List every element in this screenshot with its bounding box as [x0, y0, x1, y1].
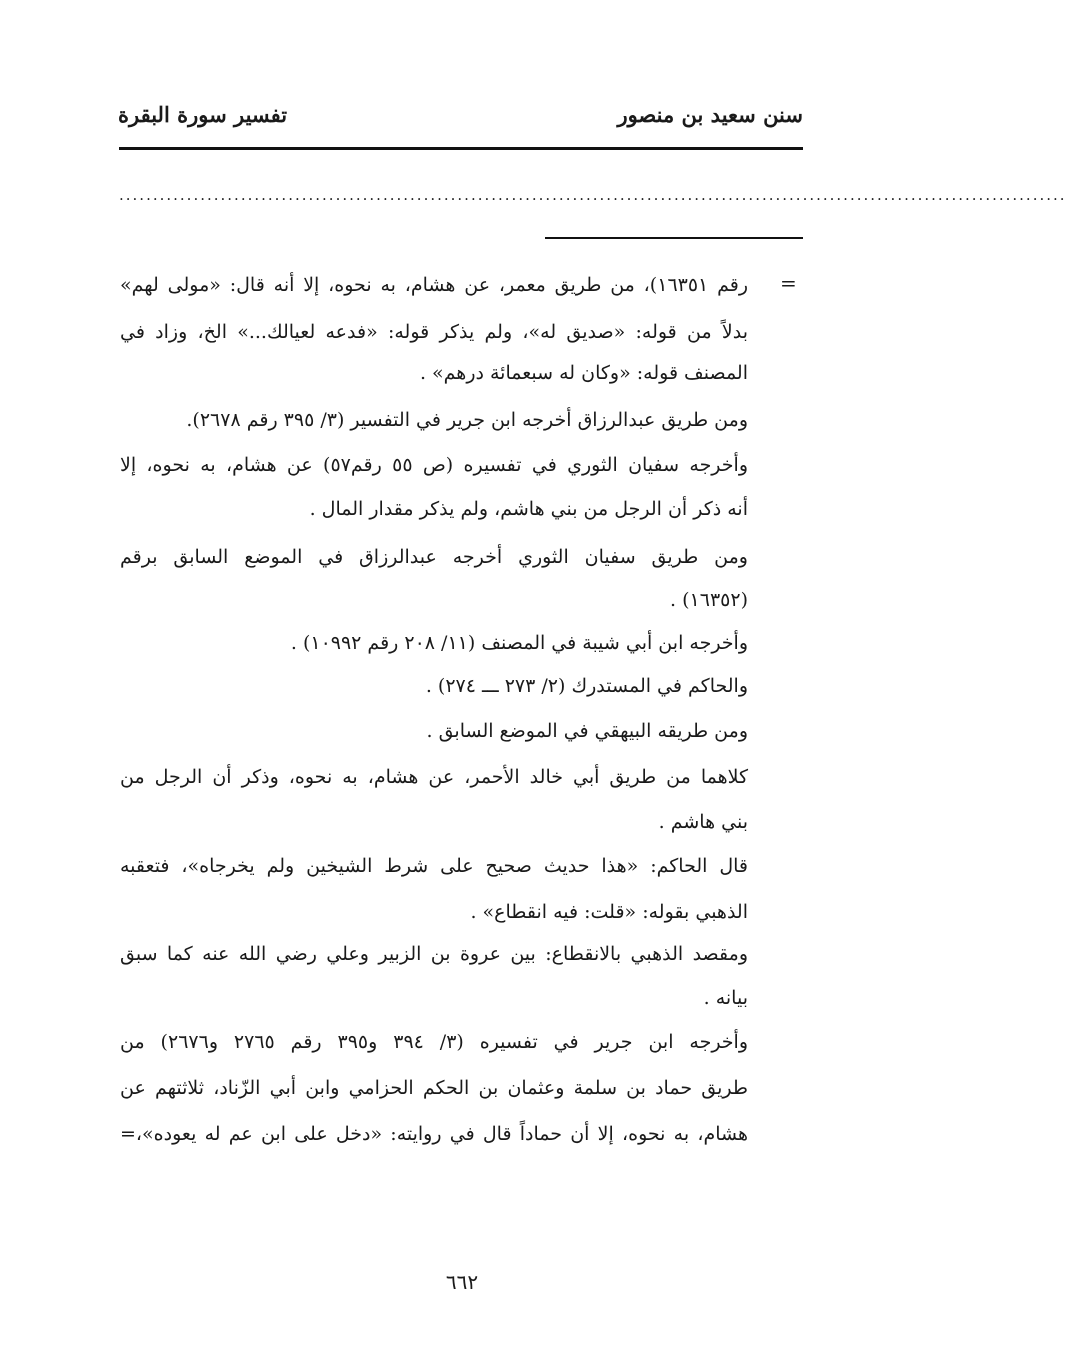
- footnote-continuation-mark: =: [780, 271, 797, 295]
- footnote-rule: [545, 237, 803, 239]
- text-line: بيانه .: [703, 987, 748, 1009]
- book-title: سنن سعيد بن منصور: [617, 102, 803, 127]
- header-rule: [119, 147, 803, 150]
- text-line: وأخرجه ابن جرير في تفسيره (٣/ ٣٩٤ و٣٩٥ رقم ٢٧٦٥ و٢٦٧٦) من: [120, 1031, 749, 1053]
- text-line: بدلاً من قوله: «صديق له»، ولم يذكر قوله: «فدعه لعيالك...» الخ، وزاد في: [120, 321, 748, 343]
- text-line: والحاكم في المستدرك (٢/ ٢٧٣ ـــ ٢٧٤) .: [425, 675, 748, 697]
- text-line: وأخرجه ابن أبي شيبة في المصنف (١١/ ٢٠٨ رقم ١٠٩٩٢) .: [290, 632, 748, 654]
- text-line: طريق حماد بن سلمة وعثمان بن الحكم الحزامي وابن أبي الزّناد، ثلاثتهم عن: [120, 1077, 748, 1099]
- text-line: كلاهما من طريق أبي خالد الأحمر، عن هشام، به نحوه، وذكر أن الرجل من: [120, 766, 748, 788]
- text-line: رقم ١٦٣٥١)، من طريق معمر، عن هشام، به نحوه، إلا أنه قال: «مولى لهم»: [120, 274, 748, 296]
- text-line: ومن طريق عبدالرزاق أخرجه ابن جرير في التفسير (٣/ ٣٩٥ رقم ٢٦٧٨).: [186, 409, 748, 431]
- text-line: أنه ذكر أن الرجل من بني هاشم، ولم يذكر مقدار المال .: [309, 498, 748, 520]
- text-line: ومن طريقه البيهقي في الموضع السابق .: [426, 720, 748, 742]
- dotted-separator: ............................................................................................................................................: [119, 186, 1067, 204]
- page-number: ٦٦٢: [445, 1270, 479, 1294]
- text-line: هشام، به نحوه، إلا أن حماداً قال في روايته: «دخل على ابن عم له يعوده»،=: [120, 1123, 748, 1145]
- text-line: قال الحاكم: «هذا حديث صحيح على شرط الشيخين ولم يخرجاه»، فتعقبه: [120, 855, 748, 877]
- text-line: وأخرجه سفيان الثوري في تفسيره (ص ٥٥ رقم٥٧) عن هشام، به نحوه، إلا: [120, 454, 748, 476]
- text-line: ومن طريق سفيان الثوري أخرجه عبدالرزاق في الموضع السابق برقم: [120, 546, 748, 568]
- section-title: تفسير سورة البقرة: [118, 102, 288, 127]
- text-line: ومقصد الذهبي بالانقطاع: بين عروة بن الزبير وعلي رضي الله عنه كما سبق: [120, 943, 748, 965]
- text-line: المصنف قوله: «وكان له سبعمائة درهم» .: [419, 362, 748, 384]
- text-line: (١٦٣٥٢) .: [670, 589, 748, 611]
- text-line: بني هاشم .: [658, 811, 748, 833]
- text-line: الذهبي بقوله: «قلت: فيه انقطاع» .: [470, 901, 748, 923]
